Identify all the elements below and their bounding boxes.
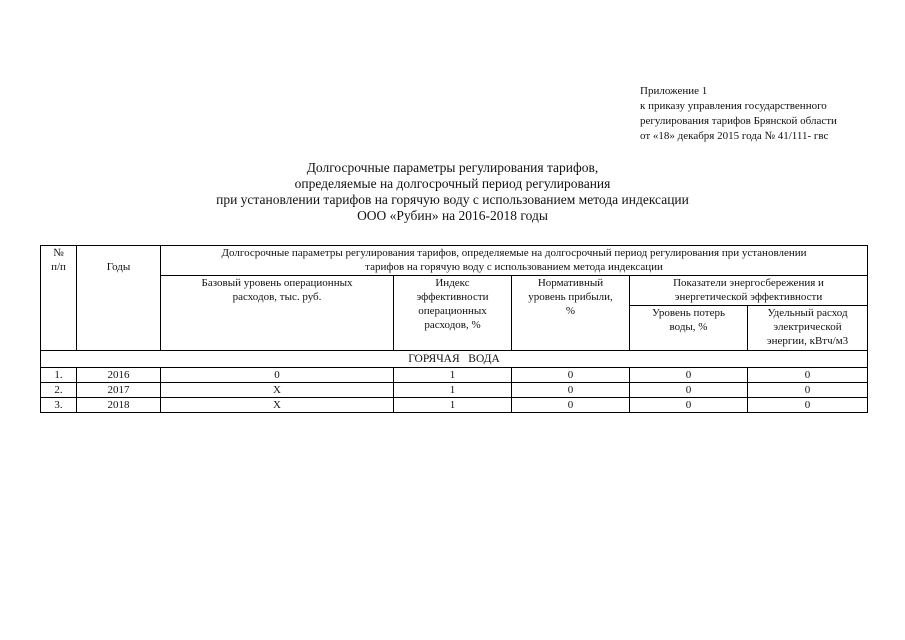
header-energy-line: энергетической эффективности — [674, 291, 823, 303]
document-title — [0, 160, 905, 224]
header-base-line: Базовый уровень операционных — [201, 277, 353, 289]
header-energy-indicators — [630, 276, 868, 306]
header-loss-line: воды, % — [669, 321, 708, 333]
cell-year: 2016 — [77, 368, 161, 383]
header-profit-level — [512, 276, 630, 351]
title-line: ООО «Рубин» на 2016-2018 годы — [357, 208, 548, 223]
header-loss-line: Уровень потерь — [652, 307, 725, 319]
title-line: определяемые на долгосрочный период регулирования — [294, 176, 611, 191]
header-index-line: Индекс — [435, 277, 470, 289]
cell-index: 1 — [394, 383, 512, 398]
table-row — [41, 398, 868, 413]
cell-spec: 0 — [748, 383, 868, 398]
header-num-line: № — [53, 247, 64, 259]
tariff-parameters-table — [40, 245, 868, 413]
title-line: при установлении тарифов на горячую воду с использованием метода индексации — [216, 192, 689, 207]
cell-profit: 0 — [512, 398, 630, 413]
header-index-line: эффективности — [416, 291, 489, 303]
header-spec-line: Удельный расход — [767, 307, 848, 319]
header-years: Годы — [77, 246, 161, 351]
header-spec-line: энергии, кВтч/м3 — [766, 335, 849, 347]
header-spec-line: электрической — [773, 321, 842, 333]
header-num — [41, 246, 77, 351]
header-specific-consumption — [748, 306, 868, 351]
header-index-line: операционных — [418, 305, 487, 317]
header-efficiency-index — [394, 276, 512, 351]
cell-year: 2017 — [77, 383, 161, 398]
header-index-line: расходов, % — [424, 319, 481, 331]
cell-num: 3. — [41, 398, 77, 413]
appendix-block — [640, 84, 837, 144]
header-group-line: Долгосрочные параметры регулирования тарифов, определяемые на долгосрочный период регулирования при установлении — [221, 247, 807, 259]
appendix-line: Приложение 1 — [640, 85, 708, 97]
cell-num: 2. — [41, 383, 77, 398]
cell-year: 2018 — [77, 398, 161, 413]
header-energy-line: Показатели энергосбережения и — [673, 277, 824, 289]
cell-loss: 0 — [630, 368, 748, 383]
cell-base: Х — [161, 383, 394, 398]
cell-profit: 0 — [512, 368, 630, 383]
header-base-costs — [161, 276, 394, 351]
section-hot-water: ГОРЯЧАЯ ВОДА — [41, 351, 868, 368]
header-num-line: п/п — [51, 261, 66, 273]
cell-base: Х — [161, 398, 394, 413]
header-profit-line: % — [565, 305, 576, 317]
cell-index: 1 — [394, 368, 512, 383]
appendix-line: регулирования тарифов Брянской области — [640, 115, 837, 127]
cell-index: 1 — [394, 398, 512, 413]
appendix-line: от «18» декабря 2015 года № 41/111- гвс — [640, 130, 829, 142]
header-profit-line: Нормативный — [537, 277, 604, 289]
cell-profit: 0 — [512, 383, 630, 398]
appendix-line: к приказу управления государственного — [640, 100, 827, 112]
header-profit-line: уровень прибыли, — [528, 291, 613, 303]
cell-loss: 0 — [630, 398, 748, 413]
header-group-line: тарифов на горячую воду с использованием метода индексации — [365, 261, 663, 273]
header-water-loss — [630, 306, 748, 351]
table-row — [41, 383, 868, 398]
cell-spec: 0 — [748, 368, 868, 383]
cell-loss: 0 — [630, 383, 748, 398]
cell-num: 1. — [41, 368, 77, 383]
table-row — [41, 368, 868, 383]
cell-spec: 0 — [748, 398, 868, 413]
header-base-line: расходов, тыс. руб. — [232, 291, 322, 303]
header-params-group — [161, 246, 868, 276]
title-line: Долгосрочные параметры регулирования тарифов, — [306, 160, 599, 175]
cell-base: 0 — [161, 368, 394, 383]
